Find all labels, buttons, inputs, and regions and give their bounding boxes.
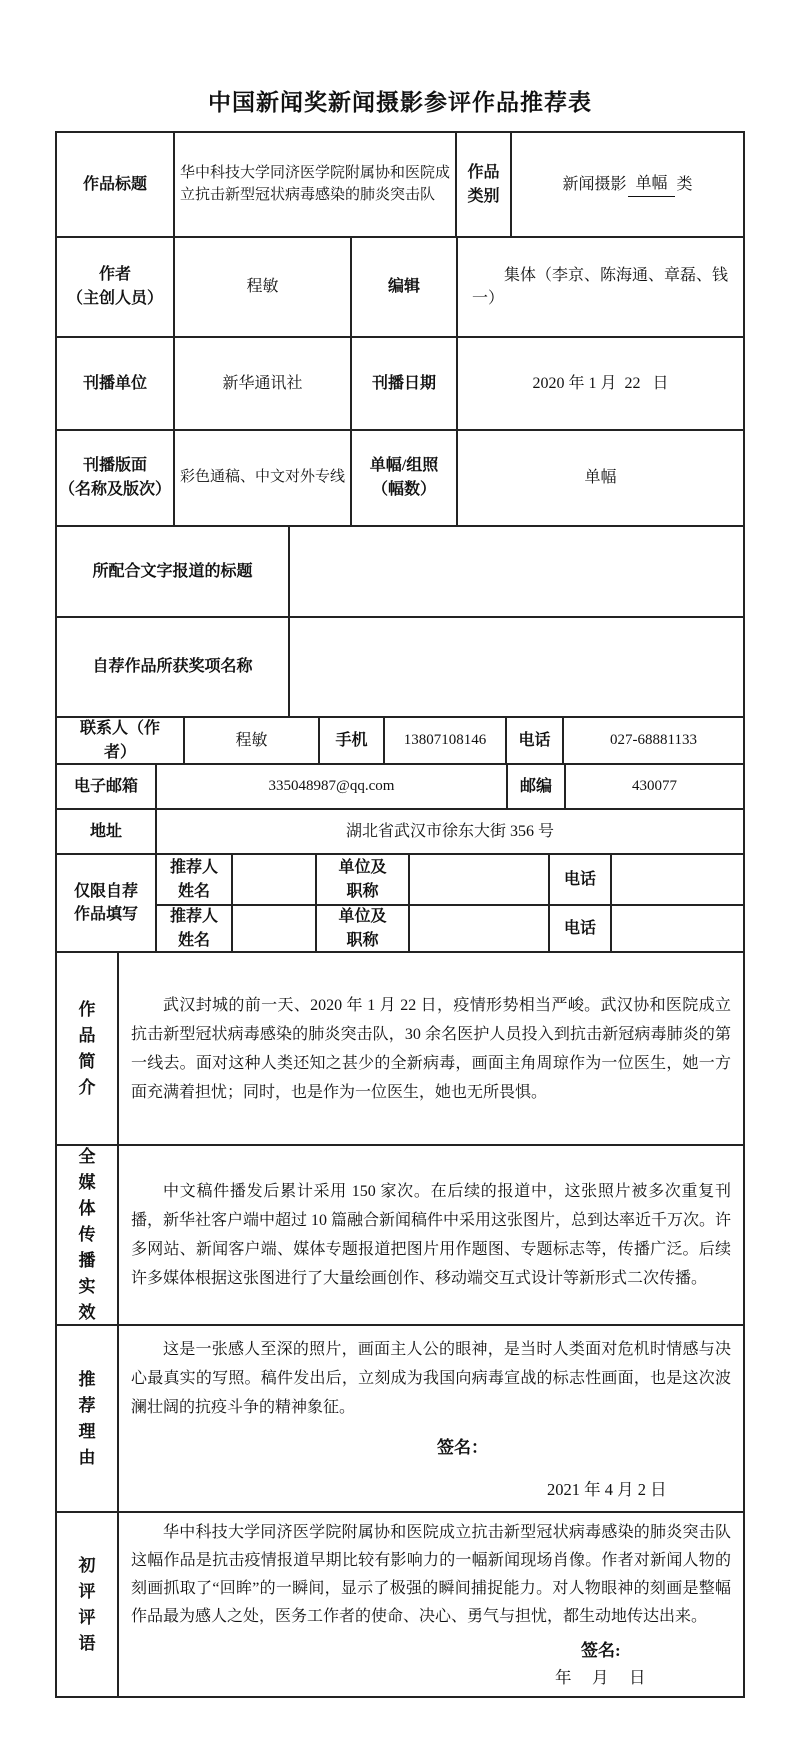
recommender1-phone bbox=[612, 855, 745, 906]
recommender-row-1 bbox=[157, 855, 745, 906]
row-text-report bbox=[57, 527, 745, 618]
row-contact bbox=[57, 718, 745, 765]
address-label: 地址 bbox=[57, 810, 157, 855]
mobile-label: 手机 bbox=[320, 718, 385, 765]
row-email bbox=[57, 765, 745, 810]
work-category-label: 作品类别 bbox=[457, 133, 512, 238]
review-signature-label: 签名: bbox=[581, 1641, 621, 1661]
author-value: 程敏 bbox=[175, 238, 352, 338]
email-value: 335048987@qq.com bbox=[157, 765, 508, 810]
author-label-sub: （主创人员） bbox=[66, 290, 163, 307]
author-label bbox=[57, 238, 175, 338]
count-label bbox=[352, 431, 458, 527]
intro-text: 武汉封城的前一天、2020 年 1 月 22 日，疫情形势相当严峻。武汉协和医院成立抗击新型冠状病毒感染的肺炎突击队，30 余名医护人员投入到抗击新冠病毒肺炎的第一线去。面对这种人类还知之甚少的全新病毒，画面主角周琼作为一位医生，她一方面充满着担忧；同时，也是作为一位医生，她也无所畏惧。 bbox=[131, 996, 731, 1101]
row-publish bbox=[57, 338, 745, 431]
effect-label: 全媒体传播实效 bbox=[57, 1146, 119, 1326]
recommender2-phone-label: 电话 bbox=[550, 906, 612, 953]
reason-text: 这是一张感人至深的照片，画面主人公的眼神，是当时人类面对危机时情感与决心最真实的写照。稿件发出后，立刻成为我国向病毒宣战的标志性画面，也是这次波澜壮阔的抗疫斗争的精神象征。 bbox=[131, 1340, 731, 1416]
publish-unit-label: 刊播单位 bbox=[57, 338, 175, 431]
text-report-value bbox=[290, 527, 745, 618]
phone-label: 电话 bbox=[507, 718, 564, 765]
count-value: 单幅 bbox=[458, 431, 745, 527]
contact-label: 联系人（作者） bbox=[57, 718, 185, 765]
recommender2-name-label: 推荐人姓名 bbox=[157, 906, 233, 953]
recommender2-name bbox=[233, 906, 317, 953]
row-intro bbox=[57, 953, 745, 1146]
recommender2-org bbox=[410, 906, 550, 953]
recommender1-org-label: 单位及职称 bbox=[317, 855, 410, 906]
award-label: 自荐作品所获奖项名称 bbox=[57, 618, 290, 718]
work-category-value bbox=[512, 133, 745, 238]
work-title-value: 华中科技大学同济医学院附属协和医院成立抗击新型冠状病毒感染的肺炎突击队 bbox=[175, 133, 457, 238]
row-reason bbox=[57, 1326, 745, 1513]
review-content bbox=[119, 1513, 745, 1698]
reason-content bbox=[119, 1326, 745, 1513]
recommender1-org bbox=[410, 855, 550, 906]
layout-value: 彩色通稿、中文对外专线 bbox=[175, 431, 352, 527]
row-effect bbox=[57, 1146, 745, 1326]
review-text: 华中科技大学同济医学院附属协和医院成立抗击新型冠状病毒感染的肺炎突击队这幅作品是抗击疫情报道早期比较有影响力的一幅新闻现场肖像。作者对新闻人物的刻画抓取了“回眸”的一瞬间，显示了极强的瞬间捕捉能力。对人物眼神的刻画是整幅作品最为感人之处，医务工作者的使命、决心、勇气与担忧，都生动地传达出来。 bbox=[131, 1524, 731, 1626]
effect-text: 中文稿件播发后累计采用 150 家次。在后续的报道中，这张照片被多次重复刊播，新华社客户端中超过 10 篇融合新闻稿件中采用这张图片，总到达率近千万次。许多网站、新闻客户端、媒体专题报道把图片用作题图、专题标志等，传播广泛。后续许多媒体根据这张图进行了大量绘画创作、移动端交互式设计等新形式二次传播。 bbox=[131, 1183, 732, 1287]
row-address bbox=[57, 810, 745, 855]
category-prefix: 新闻摄影 bbox=[562, 175, 627, 193]
layout-label bbox=[57, 431, 175, 527]
recommender-row-2 bbox=[157, 906, 745, 953]
row-review bbox=[57, 1513, 745, 1698]
self-recommend-label: 仅限自荐作品填写 bbox=[57, 855, 157, 953]
row-author bbox=[57, 238, 745, 338]
reason-signature-label: 签名： bbox=[437, 1437, 488, 1457]
recommender2-phone bbox=[612, 906, 745, 953]
row-work-title bbox=[57, 133, 745, 238]
review-sign-date: 年 月 日 bbox=[555, 1667, 648, 1687]
reason-sign-date: 2021 年 4 月 2 日 bbox=[547, 1480, 667, 1500]
page-title: 中国新闻奖新闻摄影参评作品推荐表 bbox=[208, 90, 592, 115]
work-title-label: 作品标题 bbox=[57, 133, 175, 238]
address-value: 湖北省武汉市徐东大街 356 号 bbox=[157, 810, 745, 855]
count-label-sub: （幅数） bbox=[371, 481, 436, 498]
review-label: 初评评语 bbox=[57, 1513, 119, 1698]
intro-content bbox=[119, 953, 745, 1146]
effect-content bbox=[119, 1146, 745, 1326]
publish-date-label: 刊播日期 bbox=[352, 338, 458, 431]
row-award bbox=[57, 618, 745, 718]
editor-label: 编辑 bbox=[352, 238, 458, 338]
self-recommend-grid bbox=[157, 855, 745, 953]
phone-value: 027-68881133 bbox=[564, 718, 745, 765]
publish-date-value: 2020 年 1 月 22 日 bbox=[458, 338, 745, 431]
text-report-label: 所配合文字报道的标题 bbox=[57, 527, 290, 618]
author-label-main: 作者 bbox=[98, 266, 131, 283]
recommendation-table bbox=[55, 131, 745, 1698]
zip-label: 邮编 bbox=[508, 765, 566, 810]
row-layout bbox=[57, 431, 745, 527]
recommender1-phone-label: 电话 bbox=[550, 855, 612, 906]
recommender2-org-label: 单位及职称 bbox=[317, 906, 410, 953]
category-suffix: 类 bbox=[676, 175, 693, 193]
intro-label: 作品简介 bbox=[57, 953, 119, 1146]
recommender1-name bbox=[233, 855, 317, 906]
email-label: 电子邮箱 bbox=[57, 765, 157, 810]
contact-name: 程敏 bbox=[185, 718, 320, 765]
layout-label-main: 刊播版面 bbox=[82, 457, 147, 474]
layout-label-sub: （名称及版次） bbox=[58, 481, 171, 498]
award-value bbox=[290, 618, 745, 718]
zip-value: 430077 bbox=[566, 765, 745, 810]
editor-value: 集体（李京、陈海通、章磊、钱一） bbox=[458, 238, 745, 338]
count-label-main: 单幅/组照 bbox=[369, 457, 439, 474]
reason-label: 推荐理由 bbox=[57, 1326, 119, 1513]
publish-unit-value: 新华通讯社 bbox=[175, 338, 352, 431]
mobile-value: 13807108146 bbox=[385, 718, 507, 765]
category-type-underlined: 单幅 bbox=[628, 172, 674, 196]
recommender1-name-label: 推荐人姓名 bbox=[157, 855, 233, 906]
row-self-recommend bbox=[57, 855, 745, 953]
